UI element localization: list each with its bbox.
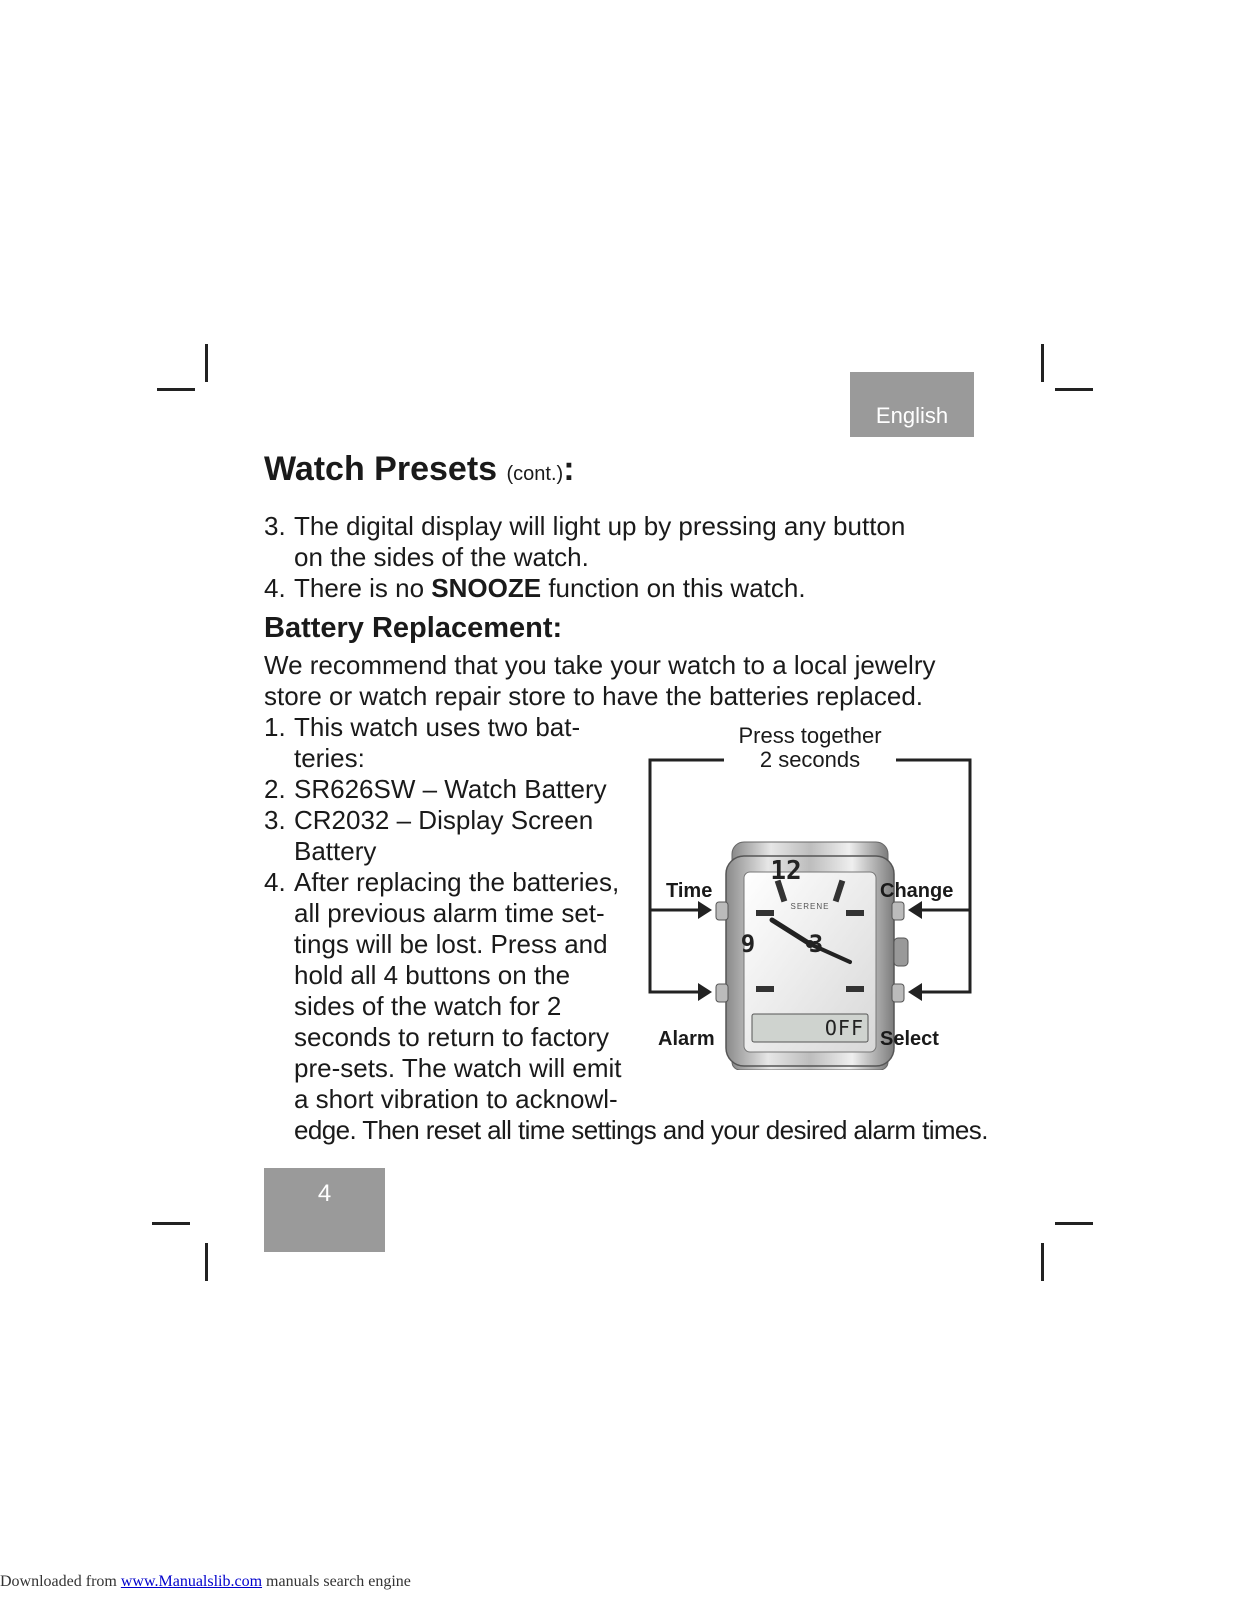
- item-text: CR2032 – Display Screen: [294, 805, 594, 835]
- watch-button-change: [892, 902, 904, 920]
- label-alarm: Alarm: [658, 1028, 715, 1050]
- preset-item-4: [264, 573, 806, 604]
- item-text: all previous alarm time set-: [294, 898, 605, 928]
- press-line-1: Press together: [738, 723, 882, 748]
- dial-number-9: 9: [740, 930, 756, 958]
- manualslib-link[interactable]: www.Manualslib.com: [120, 1573, 263, 1590]
- item-text: sides of the watch for 2: [294, 991, 562, 1021]
- preset-text-end: function on this watch.: [541, 573, 806, 603]
- item-text: teries:: [294, 743, 365, 773]
- marker-10: [756, 910, 774, 916]
- item-num: 4.: [264, 867, 286, 897]
- item-text: tings will be lost. Press and: [294, 929, 608, 959]
- intro-line: We recommend that you take your watch to a local jewelry: [264, 650, 936, 680]
- arrow-head-alarm: [698, 983, 712, 1001]
- item-text: This watch uses two bat-: [294, 712, 581, 742]
- item-text: SR626SW – Watch Battery: [294, 774, 607, 804]
- crop-mark-bottom-right-h: [1055, 1222, 1093, 1225]
- watch-brand: SERENE: [790, 902, 830, 911]
- intro-line: store or watch repair store to have the batteries replaced.: [264, 681, 924, 711]
- dial-number-3: 3: [808, 930, 824, 958]
- item-text: a short vibration to acknowl-: [294, 1084, 618, 1114]
- item-text: pre-sets. The watch will emit: [294, 1053, 622, 1083]
- marker-4: [846, 986, 864, 992]
- arrow-head-change: [908, 901, 922, 919]
- battery-heading: Battery Replacement:: [264, 612, 563, 644]
- footer-prefix: Downloaded from: [0, 1573, 121, 1590]
- footer: [0, 1573, 411, 1591]
- marker-2: [846, 910, 864, 916]
- preset-text: There is no: [294, 573, 432, 603]
- press-together-label: [710, 724, 910, 772]
- button-diagram: [640, 723, 980, 1070]
- item-num: 3.: [264, 805, 286, 835]
- preset-text-cont: on the sides of the watch.: [294, 542, 589, 572]
- press-bracket-left: [650, 760, 724, 992]
- preset-num: 3.: [264, 511, 286, 541]
- label-time: Time: [666, 880, 713, 902]
- page-number-tab: [264, 1168, 385, 1252]
- item-text: seconds to return to factory: [294, 1022, 610, 1052]
- label-change: Change: [880, 880, 954, 902]
- title-colon: :: [563, 450, 575, 488]
- title-cont: (cont.): [506, 463, 564, 485]
- footer-suffix: manuals search engine: [262, 1573, 411, 1590]
- item-text: edge. Then reset all time settings and your desired alarm times.: [294, 1115, 988, 1145]
- preset-text: The digital display will light up by pressing any button: [294, 511, 906, 541]
- snooze-bold: SNOOZE: [431, 573, 542, 603]
- arrow-head-time: [698, 901, 712, 919]
- marker-8: [756, 986, 774, 992]
- battery-intro: [264, 650, 936, 712]
- watch-crown: [894, 938, 908, 966]
- crop-mark-top-left-h: [157, 388, 195, 391]
- crop-mark-bottom-right-v: [1041, 1243, 1044, 1281]
- preset-item-3: [264, 511, 905, 573]
- watch-button-alarm: [716, 984, 728, 1002]
- item-text: hold all 4 buttons on the: [294, 960, 571, 990]
- item-num: 1.: [264, 712, 286, 742]
- press-line-2: 2 seconds: [759, 747, 861, 772]
- language-label: English: [875, 403, 949, 428]
- page-title: [264, 450, 575, 489]
- label-select: Select: [880, 1028, 939, 1050]
- lcd-text: OFF: [824, 1016, 864, 1040]
- watch-button-time: [716, 902, 728, 920]
- item-text: Battery: [294, 836, 377, 866]
- dial-number-12: 12: [770, 856, 802, 886]
- crop-mark-top-left-v: [205, 344, 208, 382]
- item-num: 2.: [264, 774, 286, 804]
- page-number: 4: [317, 1180, 332, 1207]
- crop-mark-bottom-left-v: [205, 1243, 208, 1281]
- item-text: After replacing the batteries,: [294, 867, 620, 897]
- preset-num: 4.: [264, 573, 286, 603]
- crop-mark-top-right-v: [1041, 344, 1044, 382]
- crop-mark-top-right-h: [1055, 388, 1093, 391]
- arrow-head-select: [908, 983, 922, 1001]
- title-text: Watch Presets: [264, 450, 498, 488]
- language-tab: [850, 372, 974, 437]
- watch-button-select: [892, 984, 904, 1002]
- crop-mark-bottom-left-h: [152, 1222, 190, 1225]
